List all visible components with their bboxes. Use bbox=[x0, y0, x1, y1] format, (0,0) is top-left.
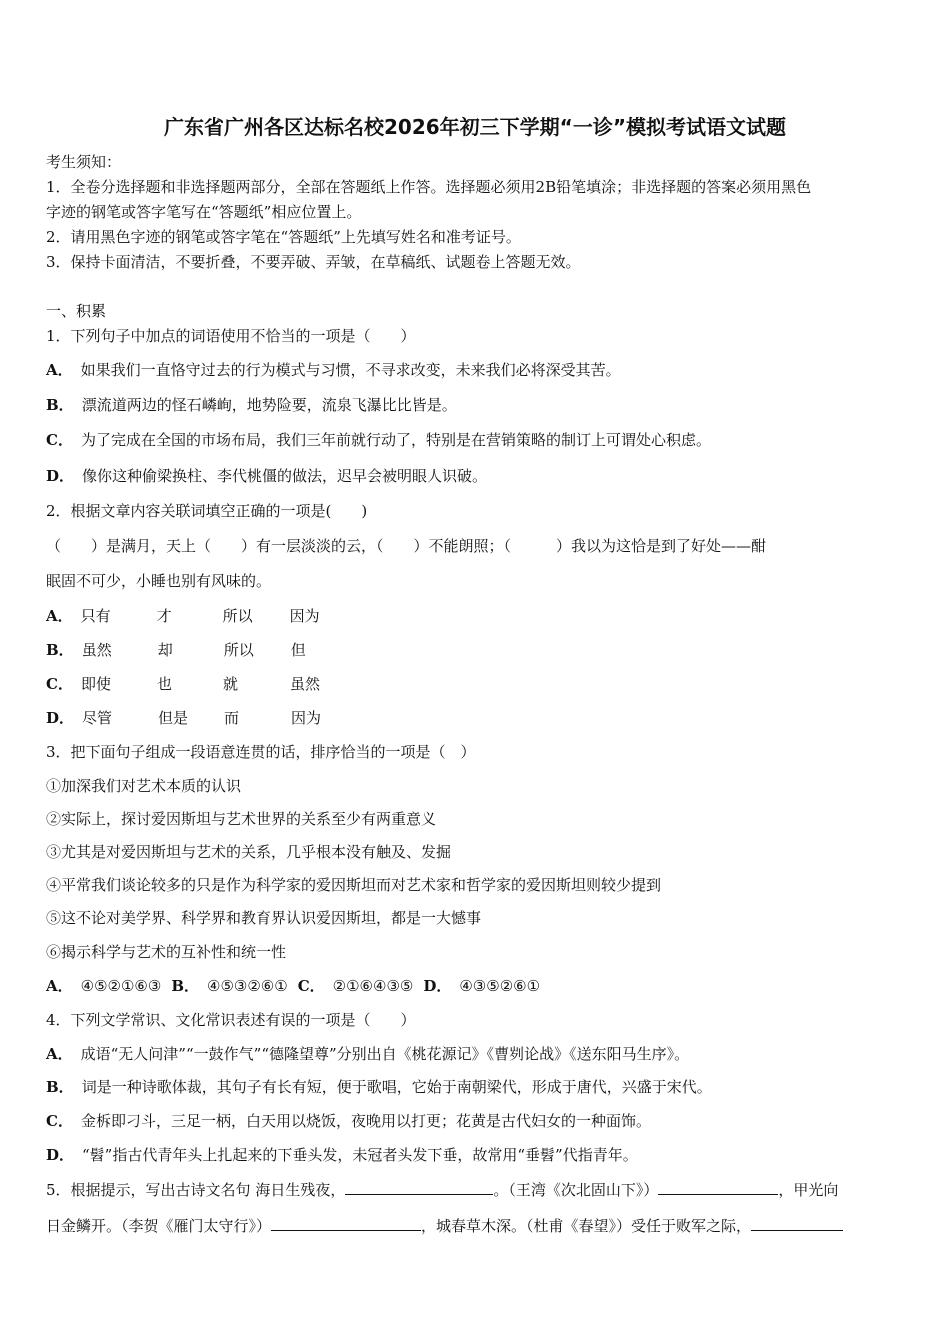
q3-sentence-4: ④平常我们谈论较多的只是作为科学家的爱因斯坦而对艺术家和哲学家的爱因斯坦则较少提到 bbox=[46, 876, 662, 894]
q2-stem: 2．根据文章内容关联词填空正确的一项是( ) bbox=[46, 502, 368, 520]
q2-option-c bbox=[46, 674, 320, 694]
option-word: 所以 bbox=[223, 641, 254, 659]
option-label: C． bbox=[297, 977, 325, 995]
option-word: 才 bbox=[156, 607, 172, 625]
answer-blank[interactable] bbox=[658, 1180, 778, 1195]
q4-stem: 4．下列文学常识、文化常识表述有误的一项是（ ） bbox=[46, 1011, 416, 1029]
q5-prompt: 5．根据提示，写出古诗文名句 海日生残夜， bbox=[46, 1181, 346, 1199]
page-title: 广东省广州各区达标名校2026年初三下学期“一诊”模拟考试语文试题 bbox=[164, 115, 786, 139]
option-word: 但是 bbox=[158, 709, 189, 727]
option-text: ④⑤②①⑥③ bbox=[80, 977, 162, 995]
option-label: A． bbox=[46, 607, 73, 625]
option-label: B． bbox=[171, 977, 200, 995]
option-label: B． bbox=[46, 641, 74, 659]
q3-sentence-1: ①加深我们对艺术本质的认识 bbox=[46, 777, 242, 795]
option-text: 漂流道两边的怪石嶙峋，地势险要，流泉飞瀑比比皆是。 bbox=[81, 396, 457, 414]
answer-blank[interactable] bbox=[345, 1180, 493, 1195]
option-word: 而 bbox=[224, 709, 240, 727]
option-label: D． bbox=[46, 1146, 75, 1164]
notice-item-1: 1．全卷分选择题和非选择题两部分，全部在答题纸上作答。选择题必须用2B铅笔填涂；非选择题的答案必须用黑色 bbox=[46, 178, 812, 196]
option-label: A． bbox=[46, 977, 73, 995]
q3-options bbox=[46, 976, 540, 996]
q3-stem: 3．把下面句子组成一段语意连贯的话，排序恰当的一项是（ ） bbox=[46, 743, 476, 761]
q4-option-c bbox=[46, 1111, 651, 1131]
option-text: 为了完成在全国的市场布局，我们三年前就行动了，特别是在营销策略的制订上可谓处心积虑。 bbox=[80, 431, 711, 449]
option-label: C． bbox=[46, 431, 73, 449]
option-text: ④⑤③②⑥① bbox=[207, 977, 288, 995]
option-label: C． bbox=[46, 675, 73, 693]
q5-text: ，甲光向 bbox=[778, 1181, 839, 1199]
q3-sentence-3: ③尤其是对爱因斯坦与艺术的关系，几乎根本没有触及、发掘 bbox=[46, 843, 452, 861]
option-word: 即使 bbox=[80, 675, 111, 693]
q1-option-d bbox=[46, 466, 487, 486]
q2-passage-line-2: 眠固不可少，小睡也别有风味的。 bbox=[46, 572, 272, 590]
q4-option-d bbox=[46, 1145, 638, 1165]
answer-blank[interactable] bbox=[751, 1216, 843, 1231]
q1-option-a bbox=[46, 360, 621, 380]
option-text: 如果我们一直恪守过去的行为模式与习惯，不寻求改变，未来我们必将深受其苦。 bbox=[80, 361, 621, 379]
option-label: D． bbox=[46, 467, 75, 485]
notice-item-1-cont: 字迹的钢笔或答字笔写在“答题纸”相应位置上。 bbox=[46, 203, 362, 221]
option-word: 就 bbox=[222, 675, 238, 693]
option-word: 因为 bbox=[291, 709, 322, 727]
option-word: 因为 bbox=[289, 607, 320, 625]
option-text: ②①⑥④③⑤ bbox=[332, 977, 414, 995]
option-label: C． bbox=[46, 1112, 73, 1130]
option-word: 只有 bbox=[80, 607, 111, 625]
q5-source: 。（王湾《次北固山下》） bbox=[493, 1181, 659, 1199]
section-heading: 一、积累 bbox=[46, 302, 107, 320]
option-label: B． bbox=[46, 396, 74, 414]
q2-option-a bbox=[46, 606, 320, 626]
option-label: A． bbox=[46, 361, 73, 379]
q3-sentence-2: ②实际上，探讨爱因斯坦与艺术世界的关系至少有两重意义 bbox=[46, 810, 437, 828]
option-word: 尽管 bbox=[82, 709, 113, 727]
q3-sentence-5: ⑤这不论对美学界、科学界和教育界认识爱因斯坦，都是一大憾事 bbox=[46, 909, 482, 927]
q5-source: ，城春草木深。（杜甫《春望》）受任于败军之际， bbox=[421, 1217, 752, 1235]
option-label: B． bbox=[46, 1078, 74, 1096]
q2-option-d bbox=[46, 708, 321, 728]
q1-stem: 1．下列句子中加点的词语使用不恰当的一项是（ ） bbox=[46, 327, 416, 345]
answer-blank[interactable] bbox=[271, 1216, 421, 1231]
option-label: D． bbox=[46, 709, 75, 727]
q5-source: 日金鳞开。（李贺《雁门太守行》） bbox=[46, 1217, 272, 1235]
q2-option-b bbox=[46, 640, 306, 660]
option-word: 却 bbox=[157, 641, 173, 659]
option-text: 金柝即刁斗，三足一柄，白天用以烧饭，夜晚用以打更；花黄是古代妇女的一种面饰。 bbox=[80, 1112, 651, 1130]
option-text: 词是一种诗歌体裁，其句子有长有短，便于歌唱，它始于南朝梁代，形成于唐代，兴盛于宋代。 bbox=[81, 1078, 712, 1096]
q3-sentence-6: ⑥揭示科学与艺术的互补性和统一性 bbox=[46, 943, 287, 961]
option-text: 像你这种偷梁换柱、李代桃僵的做法，迟早会被明眼人识破。 bbox=[82, 467, 488, 485]
notice-item-2: 2．请用黑色字迹的钢笔或答字笔在“答题纸”上先填写姓名和准考证号。 bbox=[46, 228, 521, 246]
notice-item-3: 3．保持卡面清洁，不要折叠，不要弄破、弄皱，在草稿纸、试题卷上答题无效。 bbox=[46, 253, 581, 271]
option-text: 成语“无人问津”“一鼓作气”“德隆望尊”分别出自《桃花源记》《曹刿论战》《送东阳马生序》。 bbox=[80, 1045, 690, 1063]
notice-heading: 考生须知： bbox=[46, 153, 122, 171]
option-word: 但 bbox=[290, 641, 306, 659]
q4-option-a bbox=[46, 1044, 689, 1064]
q4-option-b bbox=[46, 1077, 712, 1097]
option-text: ④③⑤②⑥① bbox=[459, 977, 541, 995]
option-text: “髫”指古代青年头上扎起来的下垂头发，未冠者头发下垂，故常用“垂髫”代指青年。 bbox=[82, 1146, 638, 1164]
option-word: 也 bbox=[156, 675, 172, 693]
q2-passage-line-1: （ ）是满月，天上（ ）有一层淡淡的云，（ ）不能朗照；（ ）我以为这恰是到了好处——酣 bbox=[46, 537, 767, 555]
option-word: 所以 bbox=[222, 607, 253, 625]
option-label: A． bbox=[46, 1045, 73, 1063]
q5-line-2 bbox=[46, 1216, 843, 1236]
q1-option-b bbox=[46, 395, 457, 415]
q5-line-1 bbox=[46, 1180, 838, 1200]
q1-option-c bbox=[46, 430, 711, 450]
option-label: D． bbox=[423, 977, 452, 995]
option-word: 虽然 bbox=[289, 675, 320, 693]
option-word: 虽然 bbox=[81, 641, 112, 659]
